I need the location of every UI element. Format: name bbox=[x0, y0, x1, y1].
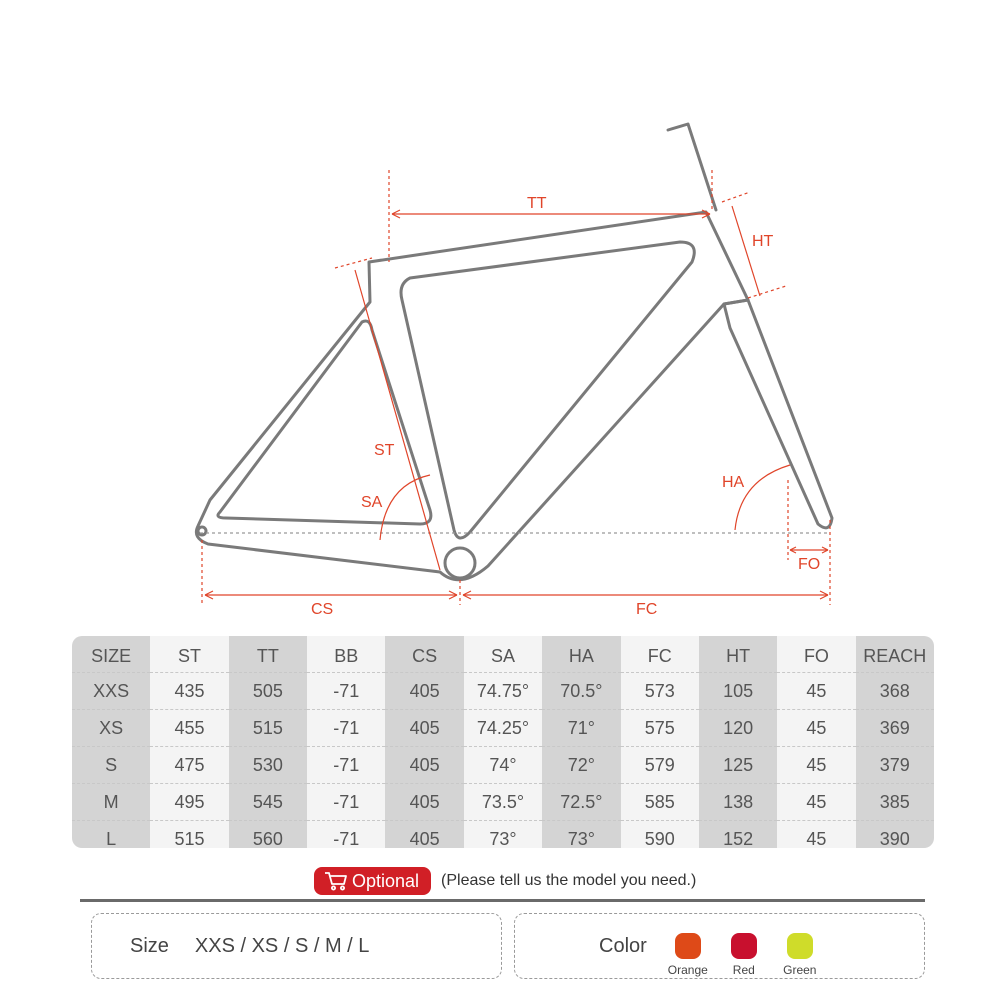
table-cell: 138 bbox=[699, 784, 777, 821]
optional-row bbox=[314, 866, 696, 896]
table-column-reach bbox=[856, 636, 934, 848]
geometry-table bbox=[72, 636, 934, 848]
optional-note: (Please tell us the model you need.) bbox=[441, 872, 697, 889]
table-column-tt bbox=[229, 636, 307, 848]
table-cell: 125 bbox=[699, 747, 777, 784]
table-column-ha bbox=[542, 636, 620, 848]
table-header: REACH bbox=[856, 636, 934, 673]
table-cell: M bbox=[72, 784, 150, 821]
ht-label: HT bbox=[752, 233, 774, 250]
table-cell: -71 bbox=[333, 828, 360, 848]
table-column-fo bbox=[777, 636, 855, 848]
table-cell: -71 bbox=[307, 673, 385, 710]
table-cell: 368 bbox=[856, 673, 934, 710]
table-cell: 405 bbox=[385, 784, 463, 821]
table-header: ST bbox=[150, 636, 228, 673]
table-cell: XXS bbox=[72, 673, 150, 710]
color-title: Color bbox=[599, 934, 647, 957]
table-cell: 74.75° bbox=[464, 673, 542, 710]
table-header: HT bbox=[699, 636, 777, 673]
table-cell: 369 bbox=[856, 710, 934, 747]
swatch-chip bbox=[675, 933, 701, 959]
table-cell: 45 bbox=[777, 673, 855, 710]
tt-label: TT bbox=[527, 195, 547, 212]
table-header: HA bbox=[542, 636, 620, 673]
table-cell: 530 bbox=[229, 747, 307, 784]
table-cell: 573 bbox=[621, 673, 699, 710]
optional-button-label: Optional bbox=[352, 870, 420, 891]
table-column-fc bbox=[621, 636, 699, 848]
divider bbox=[80, 899, 925, 902]
table-cell: 515 bbox=[229, 710, 307, 747]
table-cell: 435 bbox=[150, 673, 228, 710]
table-cell: 579 bbox=[621, 747, 699, 784]
st-label: ST bbox=[374, 442, 395, 459]
swatch-chip bbox=[731, 933, 757, 959]
table-column-cs bbox=[385, 636, 463, 848]
table-header: BB bbox=[307, 636, 385, 673]
table-header: SA bbox=[464, 636, 542, 673]
table-cell: 70.5° bbox=[542, 673, 620, 710]
table-cell: XS bbox=[72, 710, 150, 747]
swatch-label: Green bbox=[783, 963, 817, 977]
table-cell: 405 bbox=[409, 828, 440, 848]
table-column-sa bbox=[464, 636, 542, 848]
table-cell: 545 bbox=[229, 784, 307, 821]
table-cell: 390 bbox=[879, 828, 910, 848]
table-cell: 455 bbox=[150, 710, 228, 747]
table-cell: 45 bbox=[806, 828, 827, 848]
swatch-orange[interactable] bbox=[663, 933, 713, 977]
table-cell: 385 bbox=[856, 784, 934, 821]
table-header: FC bbox=[621, 636, 699, 673]
table-column-st bbox=[150, 636, 228, 848]
color-swatches bbox=[663, 933, 825, 977]
table-header: TT bbox=[229, 636, 307, 673]
table-cell: 405 bbox=[385, 747, 463, 784]
table-cell: 74.25° bbox=[464, 710, 542, 747]
swatch-label: Orange bbox=[667, 963, 708, 977]
table-header: CS bbox=[385, 636, 463, 673]
table-cell: -71 bbox=[307, 710, 385, 747]
cart-icon bbox=[324, 871, 348, 891]
table-cell: 73° bbox=[489, 828, 517, 848]
table-cell: 71° bbox=[542, 710, 620, 747]
cs-label: CS bbox=[311, 601, 334, 618]
table-cell: 505 bbox=[229, 673, 307, 710]
table-cell: 45 bbox=[777, 784, 855, 821]
size-title: Size bbox=[130, 934, 169, 957]
table-cell: 72.5° bbox=[542, 784, 620, 821]
color-box bbox=[514, 913, 925, 979]
table-cell: 73.5° bbox=[464, 784, 542, 821]
table-cell: 405 bbox=[385, 710, 463, 747]
table-cell: 575 bbox=[621, 710, 699, 747]
swatch-green[interactable] bbox=[775, 933, 825, 977]
ha-label: HA bbox=[722, 474, 745, 491]
swatch-chip bbox=[787, 933, 813, 959]
fc-label: FC bbox=[636, 601, 658, 618]
table-cell: 515 bbox=[174, 828, 205, 848]
table-cell: 475 bbox=[150, 747, 228, 784]
sa-label: SA bbox=[361, 494, 383, 511]
table-header: SIZE bbox=[72, 636, 150, 673]
table-cell: 72° bbox=[542, 747, 620, 784]
table-cell: -71 bbox=[307, 784, 385, 821]
size-box bbox=[91, 913, 502, 979]
table-header: FO bbox=[777, 636, 855, 673]
optional-button[interactable] bbox=[314, 867, 431, 895]
swatch-label: Red bbox=[732, 963, 755, 977]
table-cell: 585 bbox=[621, 784, 699, 821]
table-cell: 45 bbox=[777, 710, 855, 747]
table-cell: 45 bbox=[777, 747, 855, 784]
table-cell: 495 bbox=[150, 784, 228, 821]
table-cell: -71 bbox=[307, 747, 385, 784]
bike-frame-outline bbox=[196, 124, 832, 580]
dimension-lines bbox=[200, 170, 830, 605]
table-cell: 560 bbox=[252, 828, 283, 848]
table-cell: S bbox=[72, 747, 150, 784]
table-cell: 105 bbox=[699, 673, 777, 710]
size-values: XXS / XS / S / M / L bbox=[194, 934, 370, 957]
table-cell: 120 bbox=[699, 710, 777, 747]
table-cell: 379 bbox=[856, 747, 934, 784]
table-column-size bbox=[72, 636, 150, 848]
table-column-ht bbox=[699, 636, 777, 848]
table-cell: L bbox=[106, 828, 117, 848]
swatch-red[interactable] bbox=[719, 933, 769, 977]
fo-label: FO bbox=[798, 556, 821, 573]
table-column-bb bbox=[307, 636, 385, 848]
table-cell: 590 bbox=[644, 828, 675, 848]
table-cell: 74° bbox=[464, 747, 542, 784]
table-cell: 152 bbox=[723, 828, 754, 848]
table-cell: 405 bbox=[385, 673, 463, 710]
table-cell: 73° bbox=[567, 828, 595, 848]
